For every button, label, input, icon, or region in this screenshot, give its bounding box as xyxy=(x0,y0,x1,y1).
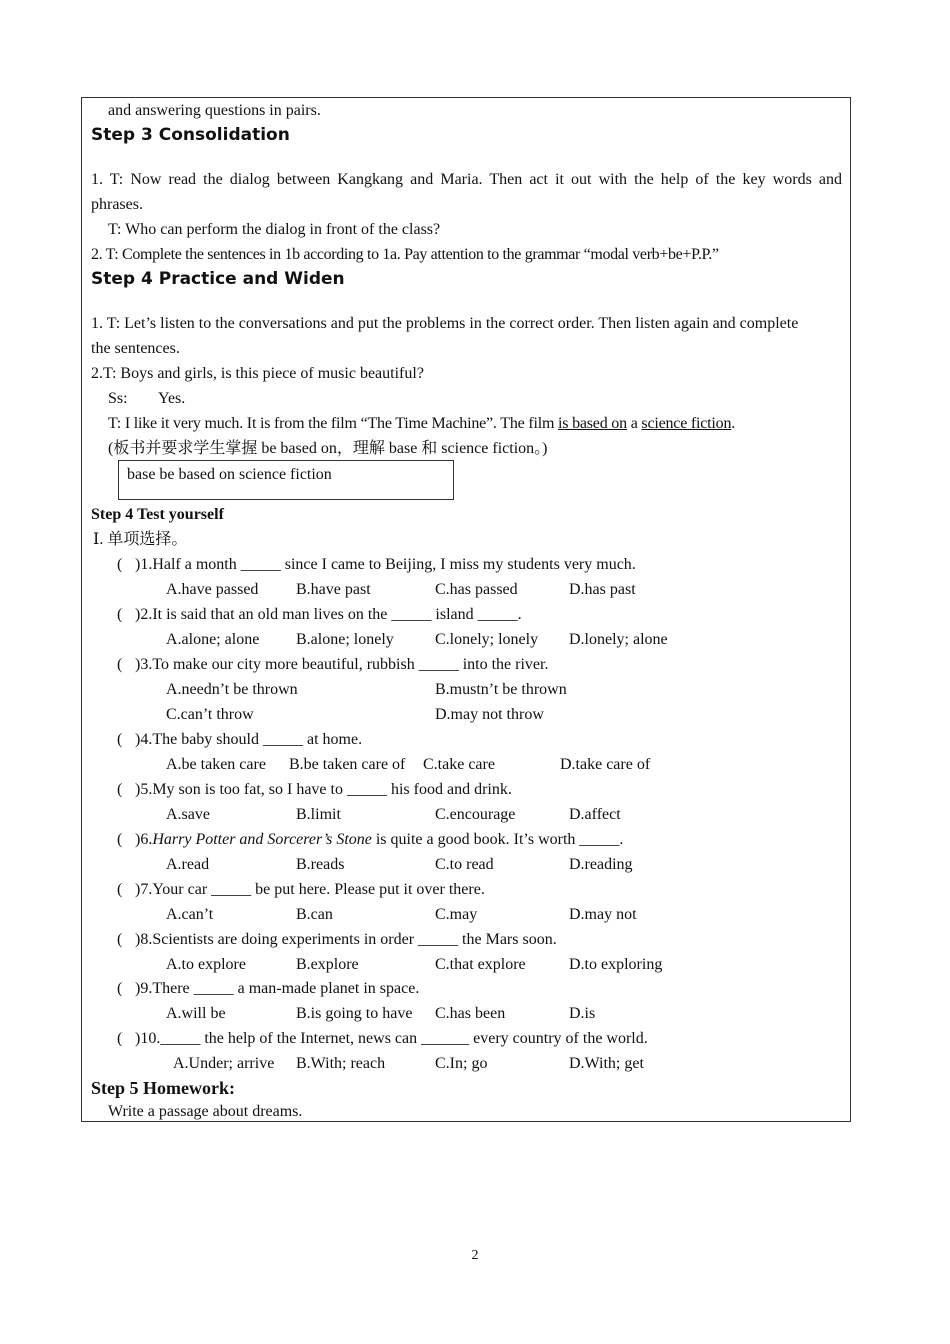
q4-option-c: C.take care xyxy=(423,756,495,773)
q10-option-b: B.With; reach xyxy=(296,1055,386,1072)
underlined-science-fiction: science fiction xyxy=(641,415,732,432)
q4-paren: ( xyxy=(117,731,123,748)
q3-paren: ( xyxy=(117,656,123,673)
q9-option-a: A.will be xyxy=(166,1005,226,1022)
q4-option-a: A.be taken care xyxy=(166,756,266,773)
q2-option-d: D.lonely; alone xyxy=(569,631,668,648)
q10-stem: )10._____ the help of the Internet, news can ______ every country of the world. xyxy=(135,1030,648,1047)
q9-stem: )9.There _____ a man-made planet in space. xyxy=(135,980,420,997)
ss-label: Ss: xyxy=(108,390,128,407)
homework-text: Write a passage about dreams. xyxy=(108,1103,303,1120)
q7-option-b: B.can xyxy=(296,906,333,923)
ss-answer: Yes. xyxy=(158,390,186,407)
teacher-line-end: . xyxy=(731,415,736,432)
q2-option-b: B.alone; lonely xyxy=(296,631,394,648)
q7-option-d: D.may not xyxy=(569,906,637,923)
q5-option-c: C.encourage xyxy=(435,806,516,823)
step3-para1-line1: 1. T: Now read the dialog between Kangkang and Maria. Then act it out with the help of the key words and xyxy=(91,171,842,188)
teacher-line-pre: T: I like it very much. It is from the film “The Time Machine”. The film xyxy=(108,415,558,432)
q6-option-b: B.reads xyxy=(296,856,345,873)
q7-stem: )7.Your car _____ be put here. Please put it over there. xyxy=(135,881,485,898)
step4-para1-line1: 1. T: Let’s listen to the conversations and put the problems in the correct order. Then listen again and complete xyxy=(91,315,799,332)
q8-option-b: B.explore xyxy=(296,956,359,973)
q10-option-a: A.Under; arrive xyxy=(173,1055,275,1072)
q6-stem-pre: )6. xyxy=(135,831,153,848)
q9-option-c: C.has been xyxy=(435,1005,506,1022)
step3-para1-line2: phrases. xyxy=(91,196,143,213)
step3-para2: 2. T: Complete the sentences in 1b according to 1a. Pay attention to the grammar “modal verb+be+P.P.” xyxy=(91,246,719,263)
q2-option-a: A.alone; alone xyxy=(166,631,260,648)
q5-stem: )5.My son is too fat, so I have to _____ his food and drink. xyxy=(135,781,512,798)
q9-option-d: D.is xyxy=(569,1005,596,1022)
q6-stem-post: is quite a good book. It’s worth _____. xyxy=(371,831,624,848)
q8-stem: )8.Scientists are doing experiments in order _____ the Mars soon. xyxy=(135,931,557,948)
page-number: 2 xyxy=(471,1248,479,1263)
q6-option-a: A.read xyxy=(166,856,210,873)
q1-paren: ( xyxy=(117,556,123,573)
q1-option-c: C.has passed xyxy=(435,581,518,598)
q3-option-b: B.mustn’t be thrown xyxy=(435,681,567,698)
q1-stem: )1.Half a month _____ since I came to Beijing, I miss my students very much. xyxy=(135,556,636,573)
q2-stem: )2.It is said that an old man lives on the _____ island _____. xyxy=(135,606,522,623)
q7-option-a: A.can’t xyxy=(166,906,214,923)
q3-option-c: C.can’t throw xyxy=(166,706,254,723)
q2-paren: ( xyxy=(117,606,123,623)
step4-heading: Step 4 Practice and Widen xyxy=(91,269,345,289)
step3-para1-line3: T: Who can perform the dialog in front of the class? xyxy=(108,221,441,238)
step4-para1-line2: the sentences. xyxy=(91,340,180,357)
q6-option-c: C.to read xyxy=(435,856,494,873)
q9-option-b: B.is going to have xyxy=(296,1005,413,1022)
q6-book-title: Harry Potter and Sorcerer’s Stone xyxy=(152,831,372,848)
q3-option-d: D.may not throw xyxy=(435,706,544,723)
q8-option-d: D.to exploring xyxy=(569,956,663,973)
step4-para2: 2.T: Boys and girls, is this piece of music beautiful? xyxy=(91,365,424,382)
q7-paren: ( xyxy=(117,881,123,898)
q1-option-b: B.have past xyxy=(296,581,371,598)
underlined-is-based-on: is based on xyxy=(558,415,627,432)
q1-option-d: D.has past xyxy=(569,581,636,598)
blackboard-box-text: base be based on science fiction xyxy=(127,466,332,483)
q10-option-d: D.With; get xyxy=(569,1055,644,1072)
q10-option-c: C.In; go xyxy=(435,1055,488,1072)
test-heading: Step 4 Test yourself xyxy=(91,506,224,523)
q2-option-c: C.lonely; lonely xyxy=(435,631,539,648)
q8-paren: ( xyxy=(117,931,123,948)
q4-option-b: B.be taken care of xyxy=(289,756,406,773)
q6-paren: ( xyxy=(117,831,123,848)
q1-option-a: A.have passed xyxy=(166,581,259,598)
teacher-line xyxy=(108,414,735,434)
q10-paren: ( xyxy=(117,1030,123,1047)
blackboard-note: (板书并要求学生掌握 be based on，理解 base 和 science fiction。) xyxy=(108,440,548,457)
continuation-line: and answering questions in pairs. xyxy=(108,102,321,119)
q5-paren: ( xyxy=(117,781,123,798)
teacher-line-mid: a xyxy=(626,415,642,432)
q7-option-c: C.may xyxy=(435,906,478,923)
q4-stem: )4.The baby should _____ at home. xyxy=(135,731,363,748)
q6-option-d: D.reading xyxy=(569,856,633,873)
section-title: Ⅰ. 单项选择。 xyxy=(93,531,188,548)
step3-heading: Step 3 Consolidation xyxy=(91,125,290,145)
q5-option-a: A.save xyxy=(166,806,210,823)
q8-option-a: A.to explore xyxy=(166,956,246,973)
q6-stem xyxy=(135,830,623,850)
q5-option-d: D.affect xyxy=(569,806,621,823)
q8-option-c: C.that explore xyxy=(435,956,526,973)
q9-paren: ( xyxy=(117,980,123,997)
q3-stem: )3.To make our city more beautiful, rubbish _____ into the river. xyxy=(135,656,549,673)
q4-option-d: D.take care of xyxy=(560,756,651,773)
q5-option-b: B.limit xyxy=(296,806,341,823)
step5-heading: Step 5 Homework: xyxy=(91,1078,235,1098)
q3-option-a: A.needn’t be thrown xyxy=(166,681,298,698)
